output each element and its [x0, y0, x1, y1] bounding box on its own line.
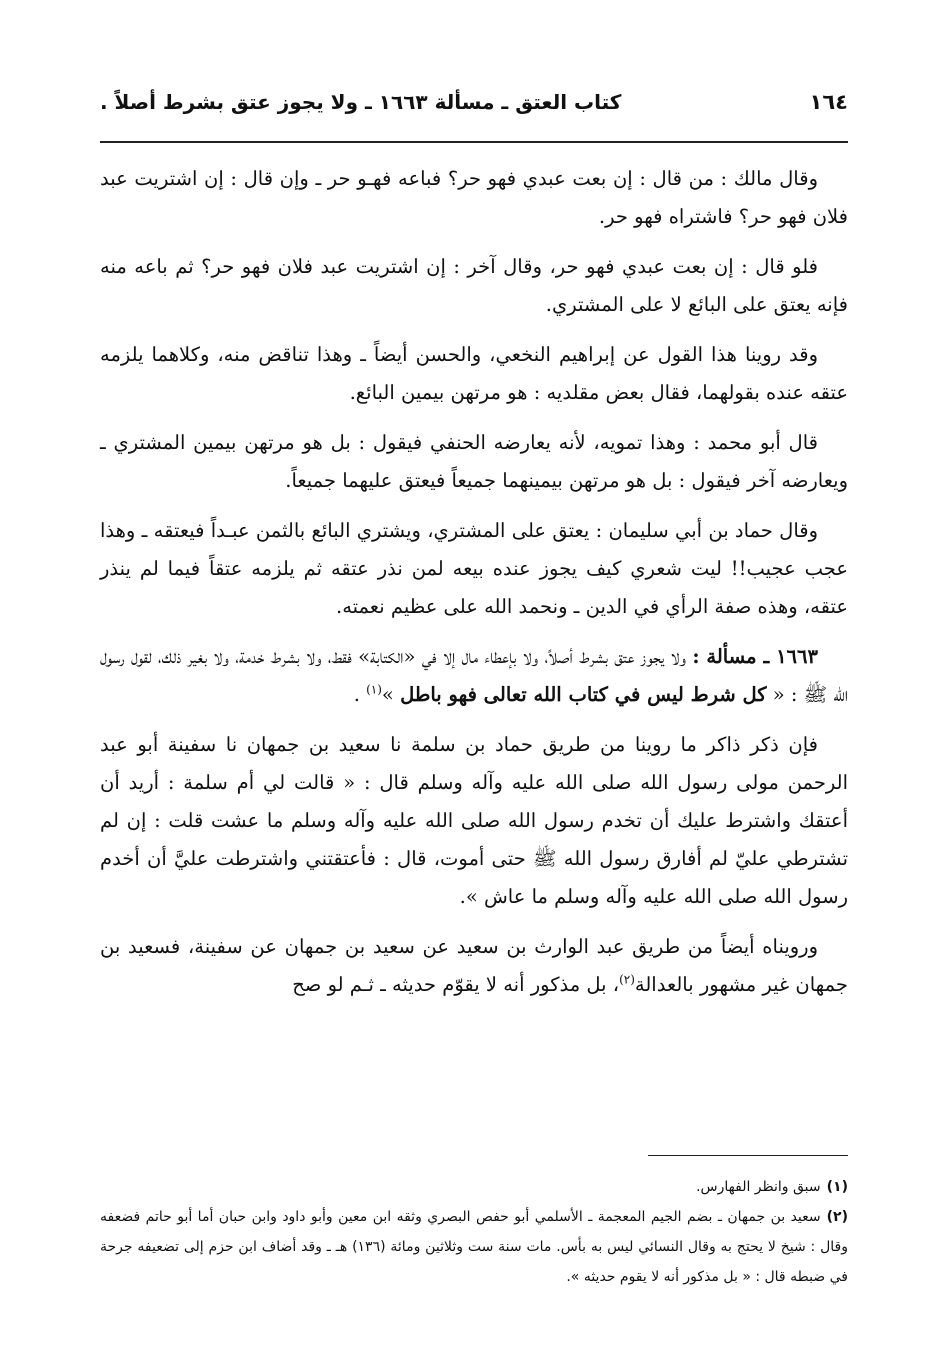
paragraph-nakhai: وقد روينا هذا القول عن إبراهيم النخعي، والحسن أيضاً ـ وهذا تناقض منه، وكلاهما يلزمه عتقه عنده بقولهما، فقال بعض مقلديه : هو مرتهن بيمين البائع. — [100, 343, 848, 404]
masala-number: ١٦٦٣ ـ مسألة : — [692, 645, 818, 668]
paragraph-abd-al-warith — [100, 928, 848, 1004]
footnote-2 — [100, 1202, 848, 1292]
abd-al-warith-text-end: ، بل مذكور أنه لا يقوّم حديثه ـ ثـم لو صح — [292, 973, 620, 996]
main-text — [100, 160, 848, 1004]
paragraph-abu-muhammad: قال أبو محمد : وهذا تمويه، لأنه يعارضه الحنفي فيقول : بل هو مرتهن بيمين المشتري ـ ويعارضه آخر فيقول : بل هو مرتهن بيمينهما جميعاً فيعتق عليهما جميعاً. — [100, 431, 848, 492]
paragraph-malik: وقال مالك : من قال : إن بعت عبدي فهو حر؟ فباعه فهـو حر ـ وإن قال : إن اشتريت عبد فلان فهو حر؟ فاشتراه فهو حر. — [100, 167, 848, 228]
footnote-divider — [648, 1155, 848, 1156]
footnote-1 — [100, 1172, 848, 1202]
hadith-quote: كل شرط ليس في كتاب الله تعالى فهو باطل — [400, 683, 767, 706]
abd-al-warith-text: ورويناه أيضاً من طريق عبد الوارث بن سعيد عن سعيد بن جمهان عن سفينة، فسعيد بن جمهان غير مشهور بالعدالة — [100, 935, 848, 996]
header-divider — [100, 141, 848, 143]
masala-paragraph — [100, 638, 848, 714]
masala-quote-close: » — [381, 683, 401, 706]
masala-end: . — [353, 683, 367, 706]
footnote-2-number: (٢) — [826, 1209, 848, 1225]
page-header — [100, 88, 848, 128]
running-title: كتاب العتق ـ مسألة ١٦٦٣ ـ ولا يجوز عتق بشرط أصلاً . — [100, 90, 622, 114]
footnote-1-number: (١) — [826, 1179, 848, 1195]
paragraph-sale-purchase: فلو قال : إن بعت عبدي فهو حر، وقال آخر : إن اشتريت عبد فلان فهو حر؟ ثم باعه منه فإنه يعتق على البائع لا على المشتري. — [100, 255, 848, 316]
footnote-ref-2: (٢) — [619, 972, 635, 987]
footnotes — [100, 1172, 848, 1292]
footnote-ref-1: (١) — [366, 682, 382, 697]
paragraph-hammad: وقال حماد بن أبي سليمان : يعتق على المشتري، ويشتري البائع بالثمن عبـداً فيعتقه ـ وهذا عجب عجيب!! ليت شعري كيف يجوز عنده بيعه لمن نذر عتقه ثم يلزمه عتقاً فيما لم ينذر عتقه، وهذه صفة الرأي في الدين ـ ونحمد الله على عظيم نعمته. — [100, 519, 848, 618]
masala-text: ولا يجوز عتق بشرط أصلاً، ولا بإعطاء مال إلا في «الكتابة» فقط، ولا بشرط خدمة، ولا بغير ذلك، لقول رسول الله ﷺ : « — [100, 645, 848, 706]
page-number: ١٦٤ — [809, 90, 848, 114]
footnote-1-text: سبق وانظر الفهارس. — [696, 1179, 821, 1195]
footnote-2-text: سعيد بن جمهان ـ بضم الجيم المعجمة ـ الأسلمي أبو حفص البصري وثقه ابن معين وأبو داود وابن حبان أما أبو حاتم فضعفه وقال : شيخ لا يحتج به وقال النسائي ليس به بأس. مات سنة ست وثلاثين ومائة (١٣٦) هـ ـ وقد أضاف ابن حزم إلى تضعيفه جرحة في ضبطه قال : « بل مذكور أنه لا يقوم حديثه ». — [100, 1209, 848, 1285]
paragraph-safina-hadith: فإن ذكر ذاكر ما روينا من طريق حماد بن سلمة نا سعيد بن جمهان نا سفينة أبو عبد الرحمن مولى رسول الله صلى الله عليه وآله وسلم قال : « قالت لي أم سلمة : أريد أن أعتقك واشترط عليك أن تخدم رسول الله صلى الله عليه وآله وسلم ما عشت قلت : إن لم تشترطي عليّ لم أفارق رسول الله ﷺ حتى أموت، قال : فأعتقتني واشترطت عليَّ أن أخدم رسول الله صلى الله عليه وآله وسلم ما عاش ». — [100, 733, 848, 908]
